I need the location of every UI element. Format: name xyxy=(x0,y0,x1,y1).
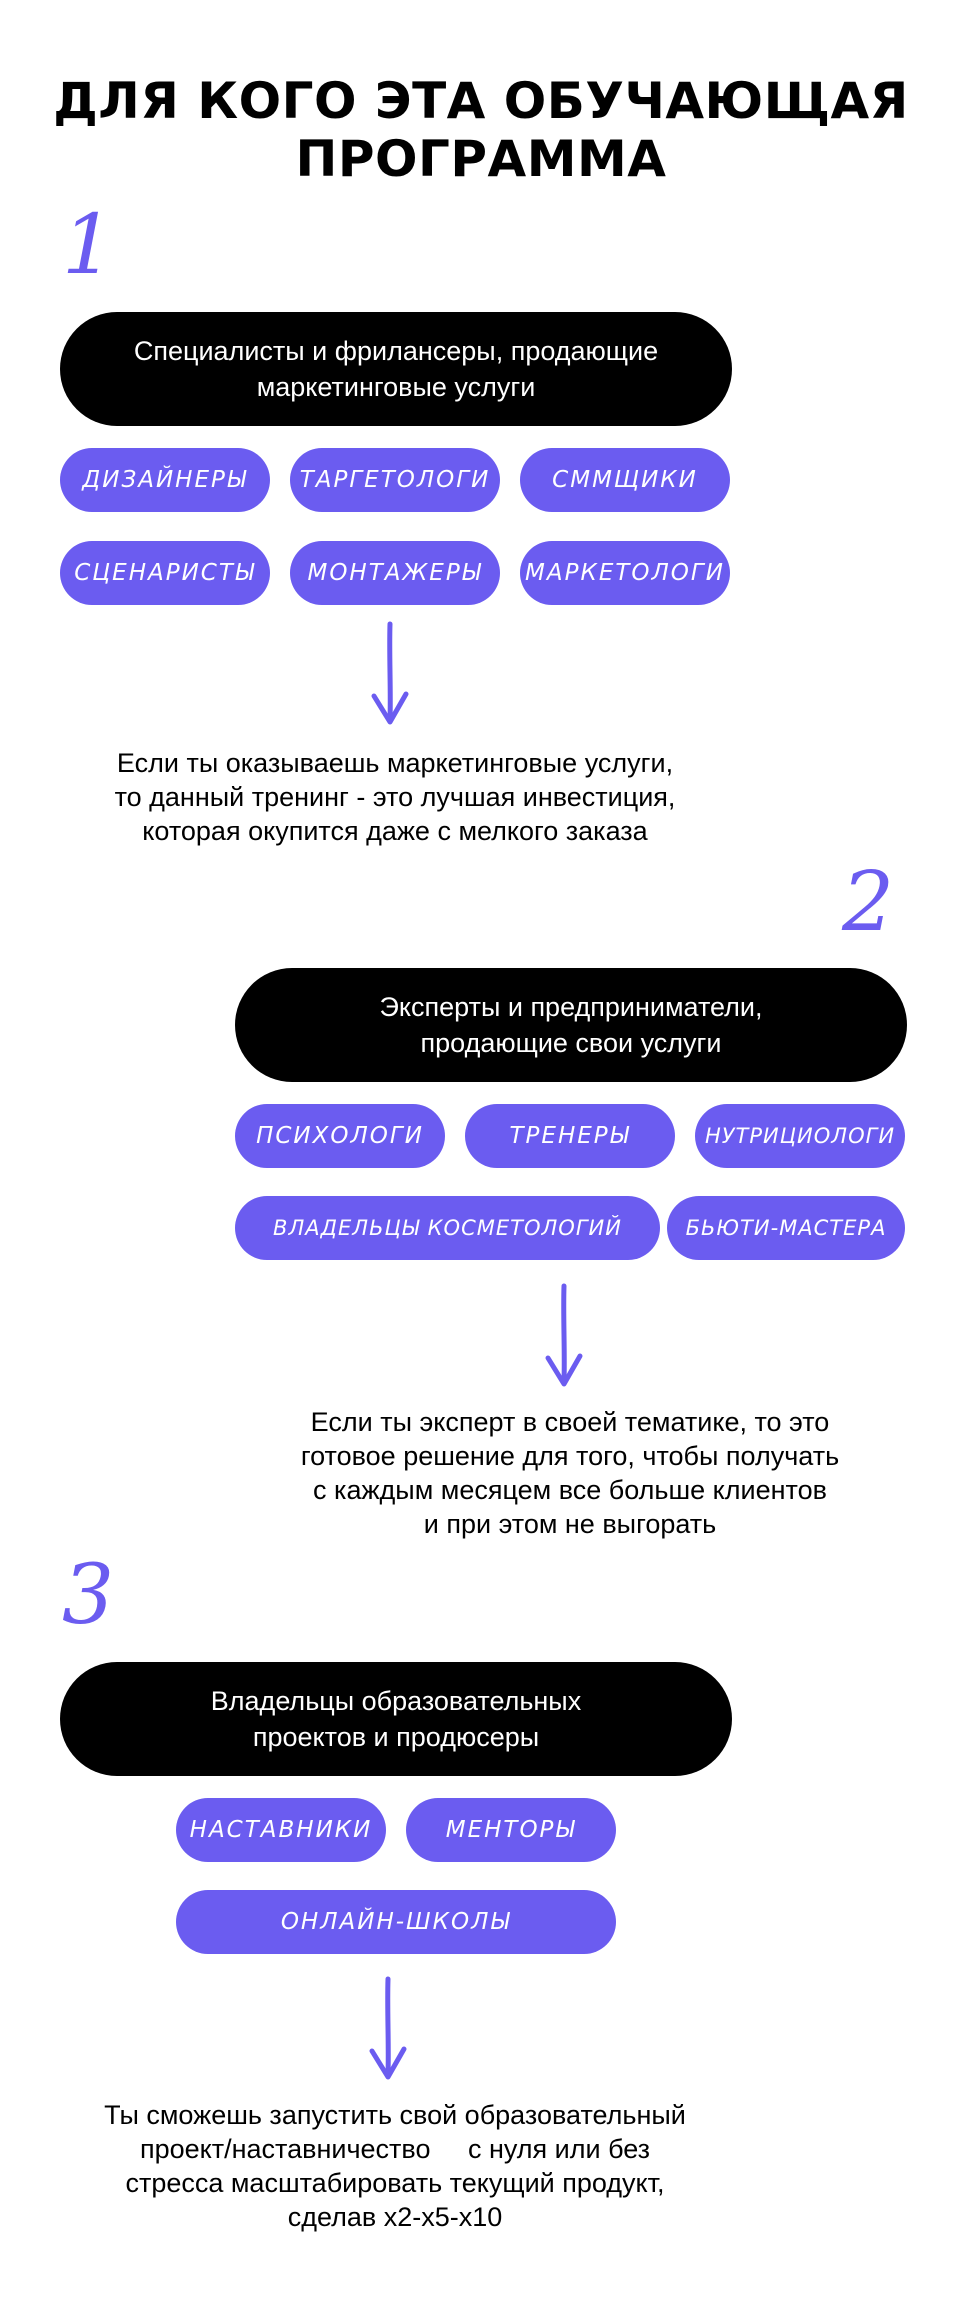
section-3-heading-line-1: Владельцы образовательных xyxy=(210,1686,582,1716)
section-1-heading-line-1: Специалисты и фрилансеры, продающие xyxy=(133,336,659,366)
page-title-line-1: ДЛЯ КОГО ЭТА ОБУЧАЮЩАЯ xyxy=(53,72,909,130)
section-1-description-line-2: то данный тренинг - это лучшая инвестиция, xyxy=(114,782,676,812)
section-2-heading-line-2: продающие свои услуги xyxy=(420,1028,722,1058)
section-3-description-line-1: Ты сможешь запустить свой образовательный xyxy=(104,2100,686,2130)
section-3-description-line-4: сделав х2-х5-х10 xyxy=(287,2202,503,2232)
section-2-description xyxy=(225,1405,915,1541)
section-1-number: 1 xyxy=(62,198,115,293)
tag-beauty-masters: БЬЮТИ-МАСТЕРА xyxy=(667,1196,905,1260)
tag-psychologists: ПСИХОЛОГИ xyxy=(235,1104,445,1168)
section-3-description-line-2: проект/наставничество с нуля или без xyxy=(139,2134,651,2164)
tag-mentors: НАСТАВНИКИ xyxy=(176,1798,386,1862)
section-2-description-line-1: Если ты эксперт в своей тематике, то это xyxy=(310,1407,830,1437)
tag-screenwriters: СЦЕНАРИСТЫ xyxy=(60,541,270,605)
section-3-description xyxy=(40,2098,750,2234)
section-1-description xyxy=(40,746,750,848)
section-2-description-line-3: с каждым месяцем все больше клиентов xyxy=(313,1475,827,1505)
section-3-number: 3 xyxy=(62,1548,115,1643)
down-arrow-icon xyxy=(366,1975,410,2085)
tag-designers: ДИЗАЙНЕРЫ xyxy=(60,448,270,512)
section-2-description-line-4: и при этом не выгорать xyxy=(423,1509,717,1539)
section-1-heading xyxy=(60,312,732,426)
tag-cosmetology-owners: ВЛАДЕЛЬЦЫ КОСМЕТОЛОГИЙ xyxy=(235,1196,660,1260)
section-1-description-line-3: которая окупится даже с мелкого заказа xyxy=(142,816,648,846)
section-2-heading-line-1: Эксперты и предприниматели, xyxy=(379,992,763,1022)
down-arrow-icon xyxy=(368,620,412,730)
page-title xyxy=(0,72,962,188)
section-3-description-line-3: стресса масштабировать текущий продукт, xyxy=(125,2168,665,2198)
section-3-heading-line-2: проектов и продюсеры xyxy=(252,1722,540,1752)
tag-video-editors: МОНТАЖЕРЫ xyxy=(290,541,500,605)
tag-online-schools: ОНЛАЙН-ШКОЛЫ xyxy=(176,1890,616,1954)
tag-trainers: ТРЕНЕРЫ xyxy=(465,1104,675,1168)
tag-targetologists: ТАРГЕТОЛОГИ xyxy=(290,448,500,512)
down-arrow-icon xyxy=(542,1282,586,1392)
section-1-description-line-1: Если ты оказываешь маркетинговые услуги, xyxy=(116,748,674,778)
section-1-heading-line-2: маркетинговые услуги xyxy=(256,372,536,402)
tag-marketers: МАРКЕТОЛОГИ xyxy=(520,541,730,605)
section-3-heading xyxy=(60,1662,732,1776)
section-2-heading xyxy=(235,968,907,1082)
section-2-description-line-2: готовое решение для того, чтобы получать xyxy=(300,1441,840,1471)
section-2-number: 2 xyxy=(842,855,895,950)
tag-nutritionists: НУТРИЦИОЛОГИ xyxy=(695,1104,905,1168)
tag-coaches: МЕНТОРЫ xyxy=(406,1798,616,1862)
page-title-line-2: ПРОГРАММА xyxy=(295,130,667,188)
tag-smm-specialists: СММЩИКИ xyxy=(520,448,730,512)
